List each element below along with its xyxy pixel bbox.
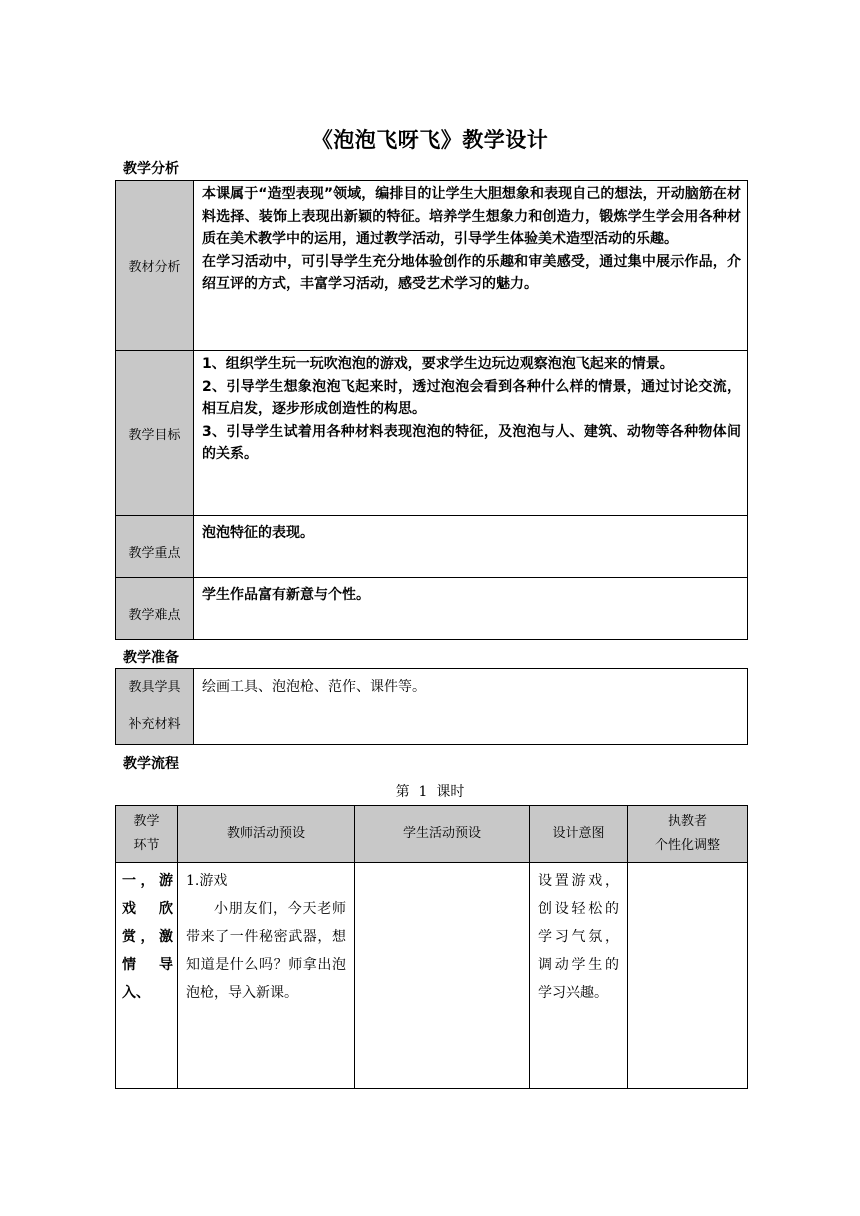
key-point-content: 泡泡特征的表现。	[194, 516, 748, 578]
header-student: 学生活动预设	[355, 806, 530, 863]
header-adjust-line1: 执教者	[667, 814, 707, 829]
section-label-analysis: 教学分析	[123, 161, 179, 177]
lesson-number: 第 1 课时	[395, 784, 465, 800]
goal-item-2: 2、引导学生想象泡泡飞起来时，透过泡泡会看到各种什么样的情景，通过讨论交流，相互启发，逐步形成创造性的构思。	[202, 378, 741, 417]
flow-intent-cell: 设置游戏，创设轻松的学习气氛，调动学生的学习兴趣。	[530, 863, 628, 1089]
analysis-row-difficulty	[116, 578, 748, 640]
analysis-table	[115, 180, 748, 640]
material-paragraph-2: 在学习活动中，可引导学生充分地体验创作的乐趣和审美感受，通过集中展示作品，介绍互评的方式，丰富学习活动，感受艺术学习的魅力。	[202, 253, 741, 292]
preparation-table	[115, 668, 748, 745]
row-label-goals: 教学目标	[116, 351, 194, 516]
preparation-row	[116, 669, 748, 745]
flow-table	[115, 805, 748, 1089]
row-label-material: 教材分析	[116, 181, 194, 351]
teaching-goals-content	[194, 351, 748, 516]
page-title: 《泡泡飞呀飞》教学设计	[311, 128, 549, 152]
difficulty-content: 学生作品富有新意与个性。	[194, 578, 748, 640]
teacher-activity-heading: 1.游戏	[186, 873, 228, 889]
flow-student-cell	[355, 863, 530, 1089]
flow-teacher-cell	[178, 863, 355, 1089]
analysis-row-goals	[116, 351, 748, 516]
header-stage	[116, 806, 178, 863]
preparation-label-line2: 补充材料	[128, 717, 181, 732]
section-label-preparation: 教学准备	[123, 650, 179, 666]
flow-row	[116, 863, 748, 1089]
flow-adjust-cell	[628, 863, 748, 1089]
analysis-row-key-point	[116, 516, 748, 578]
flow-header-row	[116, 806, 748, 863]
goal-item-1: 1、组织学生玩一玩吹泡泡的游戏，要求学生边玩边观察泡泡飞起来的情景。	[202, 356, 674, 372]
header-stage-line2: 环节	[133, 838, 160, 853]
preparation-content: 绘画工具、泡泡枪、范作、课件等。	[194, 669, 748, 745]
preparation-label	[116, 669, 194, 745]
teacher-activity-body: 小朋友们，今天老师带来了一件秘密武器，想知道是什么吗？师拿出泡泡枪，导入新课。	[186, 901, 346, 1001]
section-label-flow: 教学流程	[123, 756, 179, 772]
material-paragraph-1: 本课属于“造型表现”领域，编排目的让学生大胆想象和表现自己的想法，开动脑筋在材料选择、装饰上表现出新颖的特征。培养学生想象力和创造力，锻炼学生学会用各种材质在美术教学中的运用，通过教学活动，引导学生体验美术造型活动的乐趣。	[202, 186, 741, 247]
header-teacher: 教师活动预设	[178, 806, 355, 863]
header-stage-line1: 教学	[133, 814, 160, 829]
analysis-row-material	[116, 181, 748, 351]
goal-item-3: 3、引导学生试着用各种材料表现泡泡的特征，及泡泡与人、建筑、动物等各种物体间的关系。	[202, 423, 741, 462]
preparation-label-line1: 教具学具	[128, 680, 181, 695]
header-intent: 设计意图	[530, 806, 628, 863]
header-adjust-line2: 个性化调整	[654, 838, 720, 853]
row-label-difficulty: 教学难点	[116, 578, 194, 640]
row-label-key-point: 教学重点	[116, 516, 194, 578]
header-adjust	[628, 806, 748, 863]
material-analysis-content	[194, 181, 748, 351]
flow-stage-cell: 一，游戏欣赏，激情导入、	[116, 863, 178, 1089]
